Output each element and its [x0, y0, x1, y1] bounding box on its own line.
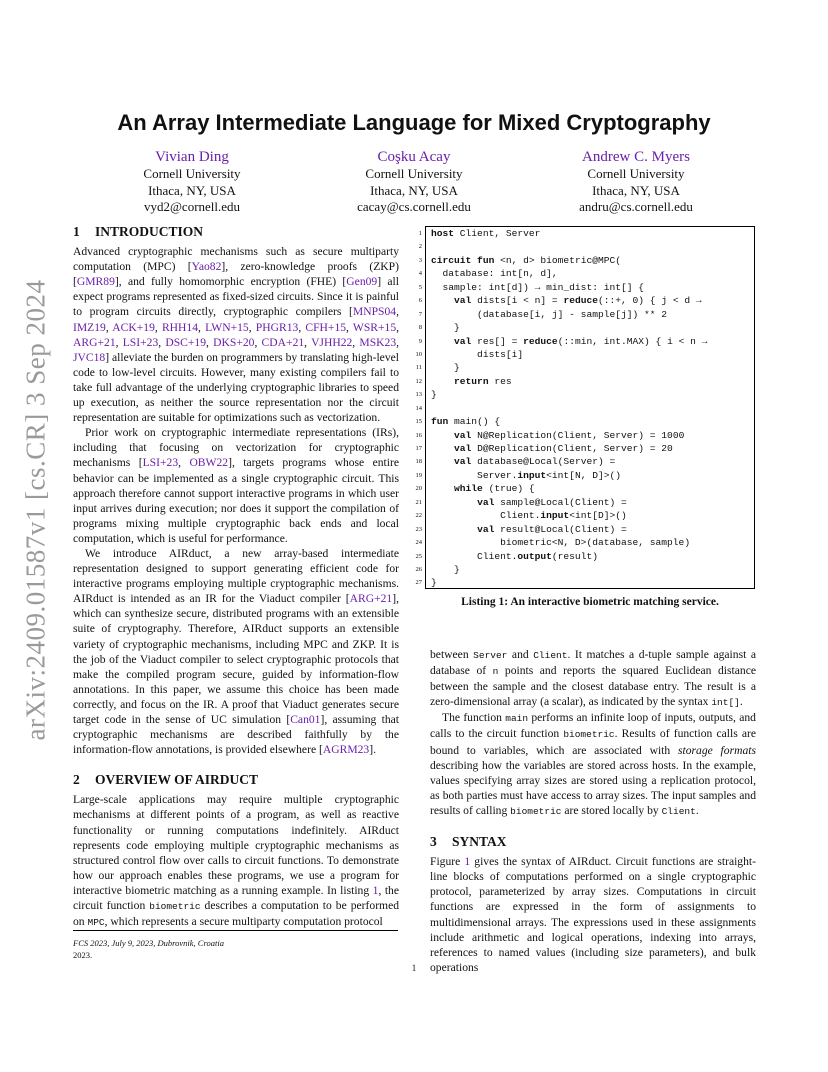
line-number: 10: [415, 350, 422, 358]
line-number: 23: [415, 525, 422, 533]
citation-link[interactable]: Gen09: [346, 275, 378, 289]
code-line: val database@Local(Server) =: [454, 456, 616, 468]
citation-link[interactable]: PHGR13: [255, 320, 299, 334]
overview-paragraph-3: The function main performs an infinite loop of inputs, outputs, and calls to the circuit function biometric. Results of function calls are bound to variables, which are associated with storage formats describing how the variables are stored across hosts. In the example, values specifying array sizes are stored using a replication protocol, as both parties must have access to array sizes. The input samples and results of calling biometric are stored locally by Client.: [430, 711, 756, 817]
line-number: 27: [415, 579, 422, 587]
citation-link[interactable]: ARG+21: [73, 335, 116, 349]
citation-link[interactable]: LWN+15: [205, 320, 249, 334]
citation-link[interactable]: 1: [372, 883, 379, 897]
code-line: return res: [454, 375, 512, 387]
code-body: [431, 227, 707, 590]
citation-link[interactable]: 1: [464, 855, 471, 869]
line-number: 17: [415, 445, 422, 452]
emphasis: storage formats: [677, 743, 756, 757]
line-number: 25: [415, 552, 422, 560]
inline-code: int[]: [711, 697, 740, 709]
citation-link[interactable]: MNPS04: [352, 305, 397, 319]
author-email: andru@cs.cornell.edu: [579, 199, 693, 214]
line-number: 1: [418, 230, 422, 237]
code-line: }: [431, 563, 460, 575]
code-line: host Client, Server: [431, 228, 541, 239]
line-number: 18: [415, 458, 422, 466]
code-line: circuit fun <n, d> biometric@MPC(: [431, 254, 622, 266]
inline-code: Client: [533, 650, 568, 661]
line-number: 16: [415, 431, 422, 439]
code-line: val D@Replication(Client, Server) = 20: [454, 443, 673, 454]
line-number: 9: [418, 337, 422, 345]
overview-paragraph-2: between Server and Client. It matches a d-tuple sample against a database of n points and reports the squared Euclidean distance between the sample and the closest database entry. The result is a zero-dimensional array (a scalar), as indicated by the syntax int[].: [430, 648, 756, 709]
author-affiliation: Cornell University: [143, 166, 241, 181]
author-location: Ithaca, NY, USA: [148, 182, 236, 198]
citation-link[interactable]: DSC+19: [165, 335, 207, 349]
code-line: dists[i]: [431, 348, 524, 360]
overview-paragraph-1: Large-scale applications may require multiple cryptographic mechanisms at different points of a program, as well as reactive functionality or running computations indefinitely. AIRduct represents code employing multiple cryptographic mechanisms as structured control flow over calls to circuit functions. To demonstrate how our approach enables these programs, we use a program for interactive biometric matching as a running example. In listing 1, the circuit function biometric describes a computation to be performed on MPC, which represents a secure multiparty computation protocol: [73, 793, 400, 929]
line-number: 2: [418, 243, 422, 251]
line-number: 19: [415, 471, 422, 479]
section-heading-introduction: 1 INTRODUCTION: [73, 224, 204, 239]
citation-link[interactable]: MSK23: [359, 335, 397, 349]
inline-code: biometric: [149, 901, 201, 913]
citation-link[interactable]: Yao82: [191, 260, 222, 274]
line-number: 24: [415, 539, 422, 547]
section-heading-syntax: 3 SYNTAX: [430, 834, 507, 850]
arxiv-stamp-text: arXiv:2409.01587v1 [cs.CR] 3 Sep 2024: [20, 279, 51, 741]
line-number: 26: [415, 565, 422, 573]
author-block-2: [304, 148, 524, 216]
citation-link[interactable]: CDA+21: [261, 335, 305, 349]
author-location: Ithaca, NY, USA: [370, 182, 458, 198]
left-column: [73, 224, 399, 930]
listing-line-numbers: [408, 227, 422, 590]
code-line: }: [431, 577, 437, 589]
author-affiliation: Cornell University: [365, 166, 463, 181]
author-affiliation: Cornell University: [587, 166, 685, 181]
citation-link[interactable]: RHH14: [161, 320, 199, 334]
citation-link[interactable]: AGRM23: [322, 743, 370, 757]
citation-link[interactable]: VJHH22: [311, 335, 353, 349]
author-name[interactable]: Andrew C. Myers: [582, 149, 690, 165]
code-line: Server.input<int[N, D]>(): [431, 469, 621, 481]
inline-code: MPC: [87, 917, 105, 929]
line-number: 3: [418, 256, 422, 264]
line-number: 4: [418, 270, 422, 278]
intro-paragraph-1: Advanced cryptographic mechanisms such as secure multiparty computation (MPC) [Yao82], zero-knowledge proofs (ZKP) [GMR89], and fully homomorphic encryption (FHE) [Gen09] all expect programs represented as fixed-sized circuits. Since it is painful to program circuits directly, cryptographic compilers [MNPS04, IMZ19, ACK+19, RHH14, LWN+15, PHGR13, CFH+15, WSR+15, ARG+21, LSI+23, DSC+19, DKS+20, CDA+21, VJHH22, MSK23, JVC18] alleviate the burden on programmers by translating high-level code to low-level circuits. However, many existing compilers fail to take full advantage of the underlying cryptographic libraries to speed up execution, as neither the source representation nor the circuit representation are suitable for optimizations such as vectorization.: [73, 245, 400, 425]
code-line: (database[i, j] - sample[j]) ** 2: [431, 308, 668, 320]
citation-link[interactable]: OBW22: [189, 456, 229, 470]
inline-code: biometric: [563, 729, 615, 741]
author-name[interactable]: Coşku Acay: [377, 149, 451, 165]
footer-venue: FCS 2023, July 9, 2023, Dubrovnik, Croatia: [73, 938, 224, 948]
syntax-paragraph-1: Figure 1 gives the syntax of AIRduct. Circuit functions are straight-line blocks of computations performed on a single cryptographic protocol, parameterized by array sizes. Computations in circuit functions are expressed in the form of assignments to multidimensional arrays. The expressions used in these assignments include arithmetic and logical operations, indexing into arrays, references to named values (including size parameters), and bulk operations: [430, 855, 756, 974]
line-number: 21: [415, 498, 422, 506]
code-line: }: [431, 322, 460, 334]
code-line: val dists[i < n] = reduce(::+, 0) { j < d →: [454, 295, 702, 307]
line-number: 7: [418, 310, 422, 318]
citation-link[interactable]: WSR+15: [352, 320, 397, 334]
author-location: Ithaca, NY, USA: [592, 182, 680, 198]
code-line: val result@Local(Client) =: [477, 523, 627, 535]
citation-link[interactable]: ACK+19: [112, 320, 155, 334]
line-number: 13: [415, 391, 422, 399]
line-number: 8: [418, 324, 422, 332]
code-line: while (true) {: [454, 483, 535, 495]
line-number: 5: [418, 283, 422, 291]
code-listing: [425, 226, 755, 589]
code-line: [431, 402, 707, 415]
author-name[interactable]: Vivian Ding: [155, 149, 229, 165]
listing-caption: Listing 1: An interactive biometric matching service.: [461, 596, 719, 608]
code-line: Client.output(result): [431, 550, 598, 562]
inline-code: main: [505, 713, 529, 725]
line-number: 22: [415, 512, 422, 520]
page-number: 1: [411, 963, 417, 973]
citation-link[interactable]: GMR89: [76, 275, 115, 289]
citation-link[interactable]: LSI+23: [122, 335, 159, 349]
code-line: val res[] = reduce(::min, int.MAX) { i < n →: [454, 335, 708, 347]
code-line: database: int[n, d],: [431, 268, 558, 280]
line-number: 12: [415, 377, 422, 385]
inline-code: n: [492, 666, 499, 678]
code-line: val N@Replication(Client, Server) = 1000: [454, 429, 685, 441]
code-line: [431, 240, 707, 253]
citation-link[interactable]: ARG+21: [349, 592, 393, 606]
line-number: 11: [415, 364, 422, 372]
intro-paragraph-2: Prior work on cryptographic intermediate representations (IRs), including that focusing on vectorization for cryptographic mechanisms [LSI+23, OBW22], targets programs whose entire behavior can be implemented as a single cryptographic circuit. This approach therefore cannot support interactive programs in which user input arrives during execution; nor does it support the compilation of programs mixing multiple cryptographic back ends and local computation, which is useful for performance.: [73, 426, 399, 545]
code-line: sample: int[d]) → min_dist: int[] {: [431, 281, 645, 293]
author-block-3: [526, 148, 746, 216]
footer: [73, 930, 398, 961]
right-column: [430, 647, 756, 975]
author-email: cacay@cs.cornell.edu: [357, 199, 471, 214]
author-block-1: [82, 148, 302, 216]
citation-link[interactable]: Can01: [290, 713, 321, 726]
citation-link[interactable]: LSI+23: [142, 456, 179, 470]
arxiv-stamp: [18, 270, 54, 750]
code-line: }: [431, 362, 460, 374]
code-line: fun main() {: [431, 416, 501, 428]
intro-paragraph-3: We introduce AIRduct, a new array-based intermediate representation designed to support generating efficient code for interactive programs employing multiple cryptographic mechanisms. AIRduct is intended as an IR for the Viaduct compiler [ARG+21], which can synthesize secure, distributed programs with an extensible suite of cryptography. Therefore, AIRduct supports an extensible variety of cryptographic mechanisms, including MPC and ZKP. It is the job of the Viaduct compiler to select cryptographic protocols that make the compiled program secure, guided by information-flow annotations. In this paper, we assume this choice has been made correctly, and focus on the IR. A proof that Viaduct generates secure target code in the sense of UC simulation [Can01], assuming that cryptographic mechanisms are described faithfully by the information-flow annotations, is provided elsewhere [AGRM23].: [73, 546, 399, 757]
paper-title: An Array Intermediate Language for Mixed Cryptography: [117, 110, 711, 135]
code-line: Client.input<int[D]>(): [431, 510, 627, 522]
citation-link[interactable]: IMZ19: [73, 320, 106, 334]
code-line: }: [431, 389, 437, 401]
inline-code: Client: [661, 805, 696, 817]
code-line: val sample@Local(Client) =: [477, 496, 627, 508]
line-number: 15: [415, 418, 422, 426]
footer-year: 2023.: [73, 950, 93, 960]
line-number: 14: [415, 404, 422, 412]
citation-link[interactable]: JVC18: [73, 350, 106, 364]
author-email: vyd2@cornell.edu: [143, 199, 241, 214]
code-line: biometric<N, D>(database, sample): [431, 537, 691, 549]
line-number: 6: [418, 297, 422, 305]
citation-link[interactable]: CFH+15: [305, 320, 347, 334]
inline-code: Server: [473, 650, 508, 661]
section-heading-overview: 2 OVERVIEW OF AIRDUCT: [73, 772, 259, 788]
citation-link[interactable]: DKS+20: [213, 335, 255, 349]
inline-code: biometric: [510, 805, 562, 817]
line-number: 20: [415, 485, 422, 493]
